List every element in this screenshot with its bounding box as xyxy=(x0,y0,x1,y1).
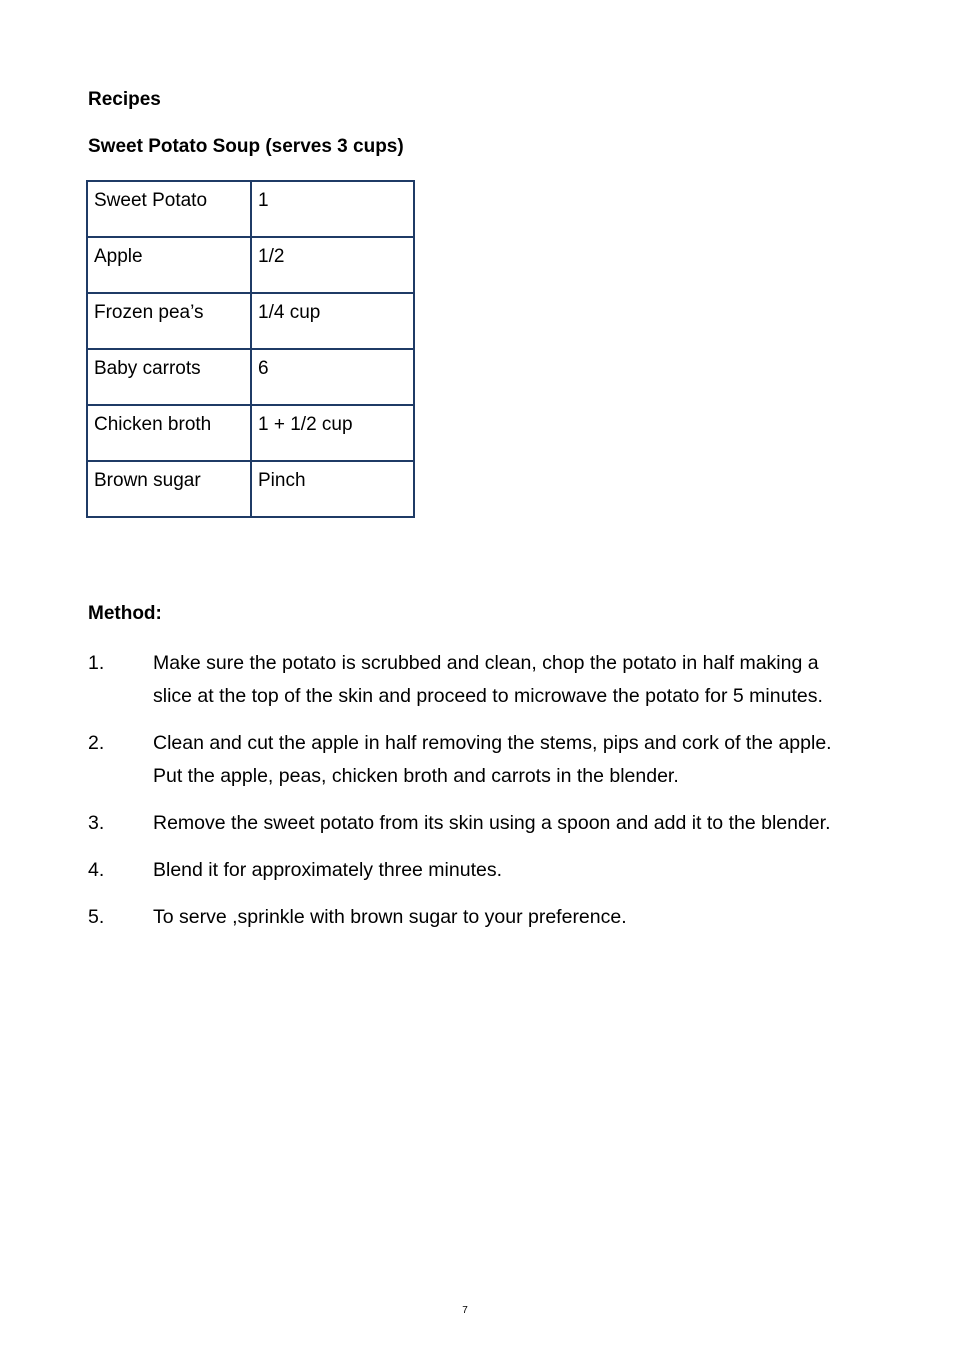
step-text: Blend it for approximately three minutes. xyxy=(153,859,503,881)
method-step xyxy=(88,647,863,713)
step-number: 5. xyxy=(88,906,105,928)
method-step xyxy=(88,854,863,887)
step-number: 4. xyxy=(88,859,105,881)
step-text: To serve ,sprinkle with brown sugar to your preference. xyxy=(153,906,627,928)
method-step xyxy=(88,727,863,793)
step-text: Make sure the potato is scrubbed and clean, chop the potato in half making a slice at the top of the skin and proceed to microwave the potato for 5 minutes. xyxy=(153,652,823,707)
ingredient-name: Frozen pea’s xyxy=(87,293,251,349)
ingredient-row xyxy=(87,349,414,405)
method-heading: Method: xyxy=(88,603,162,624)
ingredient-name: Brown sugar xyxy=(87,461,251,517)
ingredient-amount: 1 + 1/2 cup xyxy=(251,405,414,461)
ingredient-row xyxy=(87,461,414,517)
method-step xyxy=(88,807,863,840)
ingredient-row xyxy=(87,405,414,461)
section-heading: Recipes xyxy=(88,89,161,110)
ingredient-amount: 1 xyxy=(251,181,414,237)
ingredient-amount: Pinch xyxy=(251,461,414,517)
step-number: 3. xyxy=(88,812,105,834)
ingredient-amount: 1/4 cup xyxy=(251,293,414,349)
ingredient-amount: 1/2 xyxy=(251,237,414,293)
step-text: Remove the sweet potato from its skin using a spoon and add it to the blender. xyxy=(153,812,831,834)
ingredient-row xyxy=(87,237,414,293)
ingredient-row xyxy=(87,293,414,349)
ingredient-name: Sweet Potato xyxy=(87,181,251,237)
ingredient-amount: 6 xyxy=(251,349,414,405)
ingredient-name: Apple xyxy=(87,237,251,293)
ingredient-row xyxy=(87,181,414,237)
ingredient-name: Baby carrots xyxy=(87,349,251,405)
step-number: 1. xyxy=(88,652,105,674)
step-text: Clean and cut the apple in half removing the stems, pips and cork of the apple. Put the apple, peas, chicken broth and carrots in the blender. xyxy=(153,732,832,787)
page-number: 7 xyxy=(462,1305,468,1316)
recipe-title: Sweet Potato Soup (serves 3 cups) xyxy=(88,136,404,157)
ingredients-table xyxy=(86,180,415,518)
method-step xyxy=(88,901,863,934)
ingredient-name: Chicken broth xyxy=(87,405,251,461)
step-number: 2. xyxy=(88,732,105,754)
method-steps-list xyxy=(88,647,863,948)
